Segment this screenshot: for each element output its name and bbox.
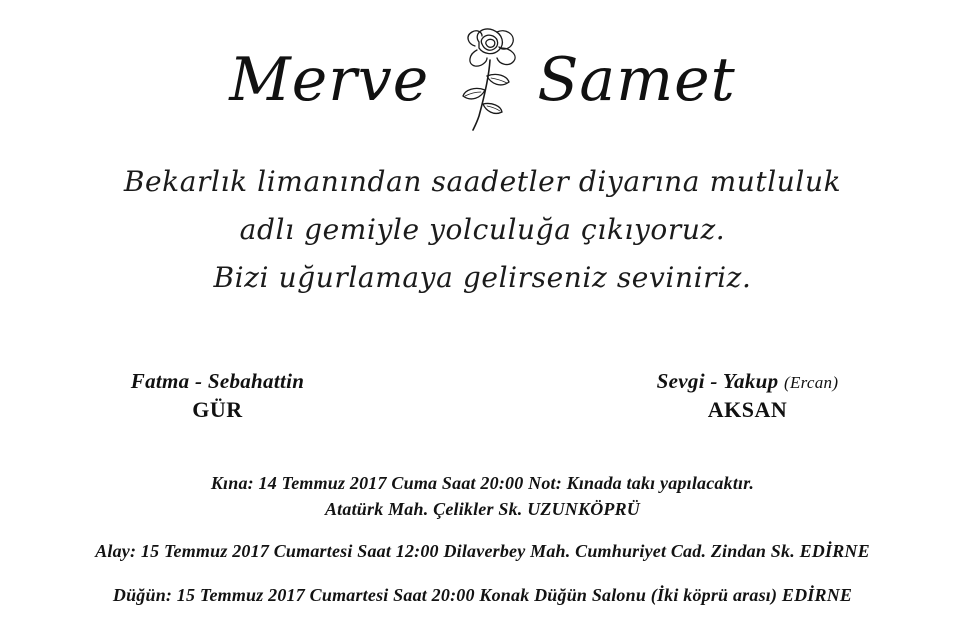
henna-address-line: Atatürk Mah. Çelikler Sk. UZUNKÖPRÜ — [324, 499, 641, 520]
bride-name-text: Merve — [229, 44, 430, 115]
bride-name — [229, 44, 435, 115]
henna-event-line: Kına: 14 Temmuz 2017 Cuma Saat 20:00 Not: Kınada takı yapılacaktır. — [210, 473, 755, 493]
groom-parents-names-wrap — [538, 368, 958, 394]
poem-line-2: adlı gemiyle yolculuğa çıkıyoruz. — [239, 213, 726, 246]
poem-line-1: Bekarlık limanından saadetler diyarına mutluluk — [123, 165, 842, 198]
parents-section — [0, 368, 965, 423]
event-details — [0, 470, 965, 608]
groom-name — [531, 44, 736, 115]
groom-parents-surname: AKSAN — [707, 397, 788, 423]
poem-line-3: Bizi uğurlamaya gelirseniz seviniriz. — [213, 261, 752, 294]
procession-event-line: Alay: 15 Temmuz 2017 Cumartesi Saat 12:00 Dilaverbey Mah. Cumhuriyet Cad. Zindan Sk. EDİRNE — [95, 541, 870, 562]
groom-name-text: Samet — [537, 44, 736, 115]
groom-parents-nickname: (Ercan) — [783, 373, 839, 392]
rose-icon — [435, 20, 531, 132]
bride-parents-surname: GÜR — [192, 397, 243, 423]
groom-parents — [538, 368, 958, 423]
bride-parents — [8, 368, 428, 423]
groom-parents-names: Sevgi - Yakup — [656, 369, 779, 393]
invitation-poem — [0, 165, 965, 312]
wedding-event-line: Düğün: 15 Temmuz 2017 Cumartesi Saat 20:00 Konak Düğün Salonu (İki köprü arası) EDİRNE — [112, 585, 853, 606]
bride-parents-names: Fatma - Sebahattin — [130, 369, 305, 393]
couple-names-row — [0, 22, 965, 137]
